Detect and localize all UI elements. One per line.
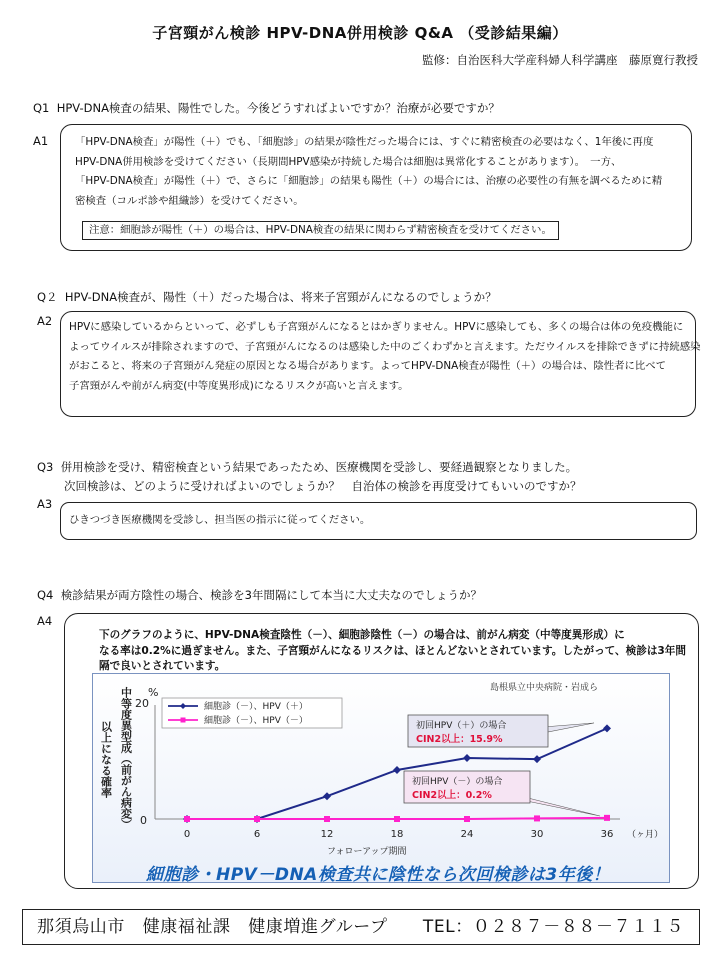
footer-contact: 那須烏山市 健康福祉課 健康増進グループ TEL：０２８７－８８－７１１５	[22, 909, 700, 945]
x-unit: （ヶ月）	[627, 830, 664, 840]
data-point	[184, 816, 190, 822]
callout-hpv-positive	[408, 715, 594, 747]
answer-line: 子宮頸がんや前がん病変(中等度異形成)になるリスクが高いと言えます。	[69, 379, 409, 392]
q3-label: Q3	[37, 460, 54, 474]
data-point	[464, 816, 470, 822]
x-tick-label: 36	[600, 829, 614, 840]
data-point	[254, 816, 260, 822]
q3-question	[37, 458, 577, 477]
data-point	[323, 792, 331, 800]
a1-note: 注意：細胞診が陽性（＋）の場合は、HPV-DNA検査の結果に関わらず精密検査を受けてください。	[82, 221, 559, 240]
q3-text-line1: 併用検診を受け、精密検査という結果であったため、医療機関を受診し、要経過観察となりました。	[60, 460, 578, 474]
a3-label: A3	[37, 497, 53, 511]
answer-line: よってウイルスが排除されますので、子宮頸がんになるのは感染した中のごくわずかと言えます。ただウイルスを排除できずに持続感染	[69, 340, 701, 353]
q3-text-line2: 次回検診は、どのように受ければよいのでしょうか？ 自治体の検診を再度受けてもいいのですか？	[64, 479, 582, 493]
answer-line: 隔で良いとされています。	[99, 660, 226, 672]
data-point	[534, 815, 540, 821]
data-point	[394, 816, 400, 822]
x-tick-label: 0	[183, 829, 191, 840]
a3-answer: ひきつづき医療機関を受診し、担当医の指示に従ってください。	[69, 514, 371, 526]
x-tick-label: 30	[530, 829, 544, 840]
callout-label: 初回HPV（＋）の場合	[416, 721, 507, 731]
x-tick-label: 12	[320, 829, 334, 840]
y-axis-label-col2: 以上になる確率	[99, 721, 113, 798]
answer-line: 密検査（コルポ診や組織診）を受けてください。	[75, 194, 304, 207]
y-axis-label-col1: 中等度異型成（前がん病変）	[119, 687, 133, 830]
a3-box	[60, 502, 697, 540]
a2-box	[60, 311, 701, 417]
callout-value: CIN2以上：15.9%	[416, 734, 503, 745]
legend-label: 細胞診（－）、HPV（－）	[204, 716, 308, 726]
q2-question	[37, 288, 497, 307]
callout-hpv-negative	[404, 771, 600, 816]
chart-source: 島根県立中央病院・岩成ら	[490, 683, 599, 693]
a4-label: A4	[37, 614, 53, 628]
data-point	[393, 766, 401, 774]
answer-line: がおこると、将来の子宮頸がん発症の原因となる場合があります。よってHPV-DNA検査が陽性（＋）の場合は、陰性者に比べて	[69, 360, 667, 372]
legend-label: 細胞診（－）、HPV（＋）	[204, 702, 308, 712]
x-ticks	[184, 829, 614, 840]
page-title: 子宮頸がん検診 HPV-DNA併用検診 Q&A （受診結果編）	[152, 24, 568, 42]
x-tick-label: 6	[253, 829, 261, 840]
a1-answer	[75, 133, 662, 211]
a2-answer	[69, 318, 701, 396]
a2-label: A2	[37, 314, 53, 328]
q4-label: Q4	[37, 588, 54, 602]
q4-text: 検診結果が両方陰性の場合、検診を3年間隔にして本当に大丈夫なのでしょうか？	[60, 588, 482, 602]
answer-line: HPVに感染しているからといって、必ずしも子宮頸がんになるとはかぎりません。HPVに感染しても、多くの場合は体の免疫機能に	[69, 321, 684, 333]
chart-svg	[92, 673, 670, 883]
slogan: 細胞診・HPV－DNA検査共に陰性なら次回検診は3年後！	[146, 865, 611, 885]
x-axis-label: フォローアップ期間	[327, 847, 407, 857]
data-point	[463, 754, 471, 762]
q1-label: Q1	[33, 101, 50, 115]
y-unit: %	[148, 686, 159, 699]
x-tick-label: 24	[460, 829, 474, 840]
data-point	[324, 816, 330, 822]
q2-label: Q２	[37, 290, 58, 304]
q1-text: HPV-DNA検査の結果、陽性でした。今後どうすればよいですか？治療が必要ですか？	[56, 101, 500, 115]
answer-line: 「HPV-DNA検査」が陽性（＋）で、さらに「細胞診」の結果も陽性（＋）の場合には、治療の必要性の有無を調べるために精	[75, 175, 663, 187]
q1-question	[33, 99, 500, 118]
callout-label: 初回HPV（－）の場合	[412, 777, 503, 787]
legend	[162, 698, 342, 728]
y-tick-label: 20	[135, 697, 149, 710]
a4-answer	[99, 628, 686, 675]
x-tick-label: 18	[390, 829, 404, 840]
a1-label: A1	[33, 134, 49, 148]
supervisor-credit: 監修：自治医科大学産科婦人科学講座 藤原寛行教授	[422, 53, 698, 67]
answer-line: 下のグラフのように、HPV-DNA検査陰性（－）、細胞診陰性（－）の場合は、前がん病変（中等度異形成）に	[99, 629, 625, 641]
q2-text: HPV-DNA検査が、陽性（＋）だった場合は、将来子宮頸がんになるのでしょうか？	[64, 290, 497, 304]
data-point	[603, 724, 611, 732]
callout-value: CIN2以上：0.2%	[412, 790, 492, 801]
data-point	[533, 755, 541, 763]
answer-line: HPV-DNA併用検診を受けてください（長期間HPV感染が持続した場合は細胞は異常化することがあります）。 一方、	[75, 155, 622, 168]
answer-line: 「HPV-DNA検査」が陽性（＋）でも、「細胞診」の結果が陰性だった場合には、すぐに精密検査の必要はなく、1年後に再度	[75, 136, 654, 148]
legend-marker-hpv-negative	[181, 718, 186, 723]
q4-question	[37, 586, 482, 605]
data-point	[604, 815, 610, 821]
answer-line: なる率は0.2%に過ぎません。また、子宮頸がんになるリスクは、ほとんどないとされています。したがって、検診は3年間	[99, 644, 686, 657]
a1-box	[60, 124, 692, 251]
y-tick-label: 0	[140, 814, 147, 827]
